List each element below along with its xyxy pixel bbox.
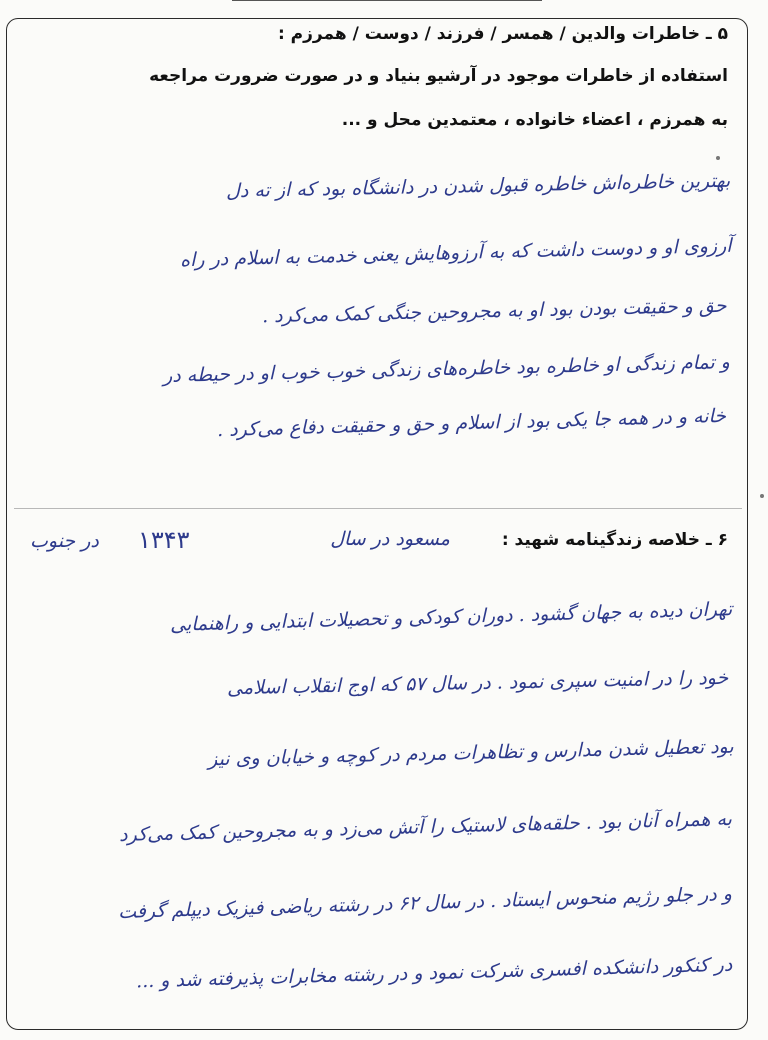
section5-handwriting-line: خانه و در همه جا یکی بود از اسلام و حق و حقیقت دفاع می‌کرد . (216, 404, 727, 442)
section6-name-fill: مسعود در سال (330, 528, 450, 550)
section6-year-fill: ۱۳۴۳ (138, 526, 190, 554)
section5-handwriting-line: و تمام زندگی او خاطره بود خاطره‌های زندگی خوب خوب او در حیطه در (162, 351, 731, 387)
section5-note-line2: به همرزم ، اعضاء خانواده ، معتمدین محل و ... (341, 110, 728, 130)
section6-handwriting-line: و در جلو رژیم منحوس ایستاد . در سال ۶۲ در رشته ریاضی فیزیک دیپلم گرفت (117, 882, 733, 924)
section5-handwriting-line: آرزوی او و دوست داشت که به آرزوهایش یعنی خدمت به اسلام در راه (180, 234, 733, 272)
section6-after-year: در جنوب (30, 530, 99, 552)
section6-handwriting-line: خود را در امنیت سپری نمود . در سال ۵۷ که اوج انقلاب اسلامی (226, 666, 729, 700)
section5-handwriting-line: حق و حقیقت بودن بود او به مجروحین جنگی کمک می‌کرد . (261, 294, 727, 328)
section6-handwriting-line: بود تعطیل شدن مدارس و تظاهرات مردم در کوچه و خیابان وی نیز (208, 735, 735, 771)
section6-handwriting-line: در کنکور دانشکده افسری شرکت نمود و در رشته مخابرات پذیرفته شد و ... (135, 953, 733, 993)
section5-title: ۵ ـ خاطرات والدین / همسر / فرزند / دوست / همرزم : (277, 24, 728, 44)
section5-handwriting-line: بهترین خاطره‌اش خاطره قبول شدن در دانشگاه بود که از ته دل (225, 169, 731, 203)
form-frame (6, 18, 748, 1030)
stray-mark (760, 494, 764, 498)
top-edge-mark (232, 0, 542, 4)
section6-handwriting-line: تهران دیده به جهان گشود . دوران کودکی و تحصیلات ابتدایی و راهنمایی (169, 598, 733, 636)
section6-handwriting-line: به همراه آنان بود . حلقه‌های لاستیک را آتش می‌زد و به مجروحین کمک می‌کرد (118, 807, 733, 847)
section5-note-line1: استفاده از خاطرات موجود در آرشیو بنیاد و در صورت ضرورت مراجعه (149, 66, 728, 86)
section6-title: ۶ ـ خلاصه زندگینامه شهید : (501, 530, 728, 550)
stray-mark (716, 156, 720, 160)
section-divider (14, 508, 742, 509)
